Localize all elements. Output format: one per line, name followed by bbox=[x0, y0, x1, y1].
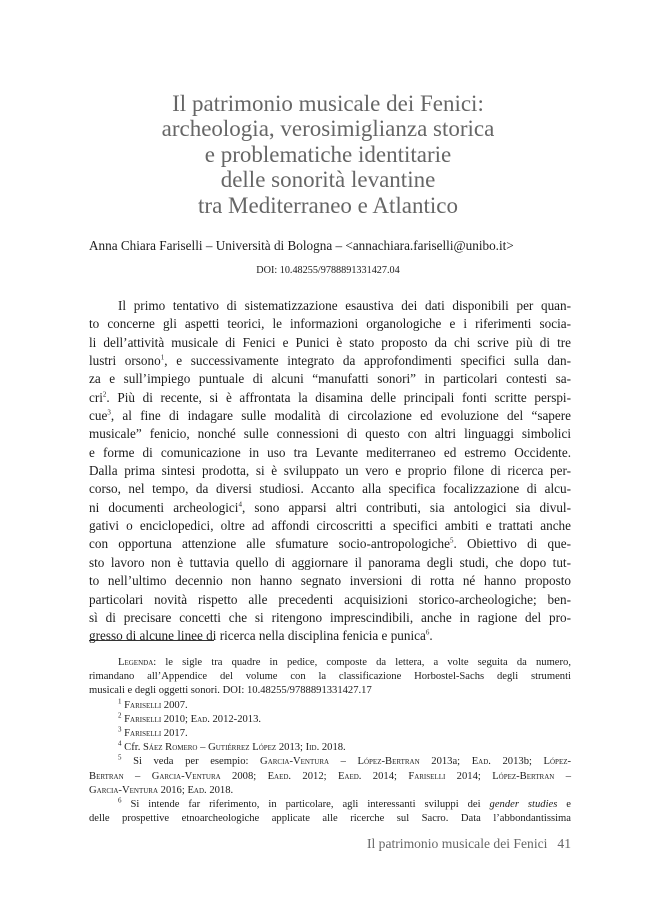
cited-author: Iid bbox=[305, 742, 317, 754]
body-line bbox=[89, 370, 571, 388]
body-line bbox=[89, 517, 571, 535]
title-line: tra Mediterraneo e Atlantico bbox=[198, 192, 458, 218]
author-affiliation: Anna Chiara Fariselli – Università di Bologna – <annachiara.fariselli@unibo.it> bbox=[89, 238, 514, 253]
body-text-run: gresso di alcune linee di ricerca nella disciplina fenicia e punica bbox=[89, 628, 426, 644]
body-text-run: , sono apparsi altri contributi, sia antologici sia divul- bbox=[241, 499, 571, 515]
body-text-run: Dalla prima sintesi prodotta, si è sviluppato un vero e proprio filone di ricerca per- bbox=[89, 463, 571, 479]
cited-author: Bertran bbox=[89, 770, 124, 782]
footnote-ref: 4 bbox=[238, 500, 242, 509]
body-text-run: e forme di comunicazione in uso tra Levante mediterraneo ed estremo Occidente. bbox=[89, 444, 571, 460]
cited-author: Garcia-Ventura bbox=[260, 756, 330, 768]
citation-text: 2010; bbox=[161, 713, 191, 725]
body-line bbox=[89, 554, 571, 572]
citation-text: . 2013b; bbox=[488, 756, 544, 768]
body-line bbox=[89, 462, 571, 480]
running-title: Il patrimonio musicale dei Fenici bbox=[366, 836, 548, 851]
footnote-5-cont bbox=[89, 784, 571, 798]
cited-author: López-Bertran bbox=[492, 770, 555, 782]
footnote-number: 2 bbox=[118, 711, 122, 720]
citation-text: Cfr. bbox=[124, 742, 143, 754]
footnote-ref: 2 bbox=[102, 390, 107, 399]
footnote-6-cont: delle prospettive etnoarcheologiche applicate alle ricerche sul Sacro. Data l’abbondantissima bbox=[89, 813, 571, 825]
footnote-5: $^5$ Si veda per esempio: Garcia-Ventura – López-Bertran 2013a; Ead. 2013b; López- bbox=[118, 753, 572, 768]
body-line bbox=[89, 297, 571, 315]
title-line: e problematiche identitarie bbox=[204, 141, 452, 167]
body-text-run: . Obiettivo di que- bbox=[453, 536, 571, 552]
body-line bbox=[89, 352, 571, 370]
cited-author: López- bbox=[543, 756, 572, 768]
body-text-run: to concerne gli aspetti teorici, le informazioni organologiche e i riferimenti socia- bbox=[89, 316, 571, 332]
body-text-run: . bbox=[429, 628, 433, 644]
footnote-5-cont: Bertran – Garcia-Ventura 2008; Eaed. 2012; Eaed. 2014; Fariselli 2014; López-Bertran – bbox=[89, 770, 572, 782]
title-line: Il patrimonio musicale dei Fenici: bbox=[172, 91, 484, 116]
body-text-run: sto lavoro non è tuttavia quello di aggiornare il panorama degli studi, che dopo tut- bbox=[89, 554, 571, 570]
citation-text: 2008; bbox=[220, 770, 268, 782]
cited-author: Sáez Romero bbox=[143, 742, 198, 754]
cited-author: Fariselli bbox=[408, 770, 446, 782]
body-line bbox=[89, 535, 571, 553]
citation-text: – bbox=[197, 742, 209, 754]
body-text-run: to nell’ultimo decennio non hanno segnato inversioni di rotta né hanno proposto bbox=[89, 573, 571, 589]
citation-text: . 2018. bbox=[204, 784, 234, 796]
citation-text: . 2012; bbox=[288, 770, 338, 782]
citation-text: . 2012-2013. bbox=[207, 713, 262, 725]
running-footer bbox=[280, 836, 571, 852]
cited-author: Ead bbox=[190, 713, 208, 725]
footnote-number: 4 bbox=[118, 739, 122, 748]
cited-author: López-Bertran bbox=[357, 756, 420, 768]
footnote-number: 6 bbox=[118, 796, 122, 805]
citation-text: . 2014; bbox=[358, 770, 409, 782]
citation-text: 2013; bbox=[276, 742, 306, 754]
cited-author: Ead bbox=[187, 784, 205, 796]
footnote-ref: 5 bbox=[449, 537, 454, 546]
body-text-run: . Più di recente, si è affrontata la disamina delle principali fonti scritte perspi- bbox=[106, 389, 571, 405]
body-line bbox=[89, 315, 571, 333]
body-line bbox=[89, 407, 571, 425]
citation-text: 2016; bbox=[158, 784, 188, 796]
footnote-legend-cont: musicali e degli oggetti sonori. DOI: 10.48255/9788891331427.17 bbox=[89, 685, 372, 697]
cited-author: Garcia-Ventura bbox=[89, 784, 158, 796]
cited-author: Fariselli bbox=[124, 713, 162, 725]
body-text-run: corso, nel tempo, da diversi studiosi. Accanto alla specifica focalizzazione di alcu- bbox=[89, 481, 571, 497]
body-line bbox=[89, 444, 571, 462]
body-line bbox=[89, 425, 571, 443]
body-text bbox=[89, 297, 571, 646]
body-text-run: cue bbox=[89, 408, 108, 424]
legend-label: Legenda bbox=[118, 657, 154, 668]
footnote-ref: 6 bbox=[425, 628, 430, 637]
page-number: 41 bbox=[557, 836, 571, 851]
citation-text: Si intende far riferimento, in particolare, agli interessanti sviluppi dei bbox=[130, 798, 490, 810]
citation-text: . 2018. bbox=[316, 742, 346, 754]
body-line bbox=[89, 609, 571, 627]
citation-text: 2013a; bbox=[431, 756, 472, 768]
cited-author: Fariselli bbox=[124, 727, 162, 739]
citation-text: 2017. bbox=[161, 727, 188, 739]
body-text-run: sì di precisare concetti che si ritengono imprescindibili, anche in ragione del pro- bbox=[89, 609, 571, 625]
citation-text: e bbox=[557, 798, 572, 810]
citation-text: Si veda per esempio: bbox=[133, 756, 261, 768]
footnote-ref: 1 bbox=[160, 353, 165, 362]
footnote-6 bbox=[89, 798, 571, 812]
footnote-legend-cont: rimandano all’Appendice del volume con la classificazione Horbostel-Sachs degli strumenti bbox=[89, 671, 571, 683]
body-text-run: particolari novità rispetto alle precedenti acquisizioni storico-archeologiche; ben- bbox=[89, 591, 571, 607]
footnote-2 bbox=[89, 713, 571, 727]
footnote-legend bbox=[89, 656, 571, 670]
italic-term: gender studies bbox=[489, 798, 558, 810]
cited-author: Ead bbox=[471, 756, 489, 768]
body-text-run: Il primo tentativo di sistematizzazione esaustiva dei dati disponibili per quan- bbox=[118, 298, 571, 313]
body-text-run: cri bbox=[89, 389, 103, 405]
cited-author: Garcia-Ventura bbox=[151, 770, 221, 782]
footnote-3 bbox=[89, 727, 571, 741]
body-text-run: con opportuna attenzione alle sfumature socio-antropologiche bbox=[89, 536, 450, 552]
footnote-4 bbox=[89, 741, 571, 755]
body-line bbox=[89, 572, 571, 590]
cited-author: Eaed bbox=[267, 770, 289, 782]
citation-text: 2014; bbox=[445, 770, 493, 782]
legend-text: : le sigle tra quadre in pedice, composte da lettera, a volte seguita da numero, bbox=[153, 657, 571, 668]
body-text-run: za e sull’impiego puntuale di alcuni “manufatti sonori” in particolari contesti sa- bbox=[89, 371, 571, 387]
body-line bbox=[89, 389, 571, 407]
body-line bbox=[89, 591, 571, 609]
footnote-number: 5 bbox=[118, 753, 122, 762]
title-line: archeologia, verosimiglianza storica bbox=[161, 116, 495, 142]
footnote-1 bbox=[89, 699, 571, 713]
footnote-number: 3 bbox=[118, 725, 122, 734]
body-text-run: gativi o enciclopedici, oltre ad affondi circoscritti a specifici ambiti e trattati anche bbox=[89, 518, 571, 534]
body-text-run: lustri orsono bbox=[89, 353, 161, 369]
body-line bbox=[89, 499, 571, 517]
doi-line: DOI: 10.48255/9788891331427.04 bbox=[256, 265, 400, 276]
cited-author: Eaed bbox=[337, 770, 359, 782]
footnotes bbox=[89, 656, 571, 826]
body-text-run: musicale” fenicio, nonché sulle connessioni di questo con altri linguaggi simbolici bbox=[89, 426, 571, 442]
footnote-number: 1 bbox=[118, 697, 122, 706]
cited-author: Gutiérrez López bbox=[208, 742, 277, 754]
title-line: delle sonorità levantine bbox=[220, 167, 436, 193]
footnote-ref: 3 bbox=[107, 408, 111, 417]
body-text-run: , al fine di indagare sulle modalità di circolazione ed evoluzione del “sapere bbox=[110, 408, 571, 424]
body-text-run: , e successivamente integrato da approfondimenti specifici sulla dan- bbox=[164, 353, 571, 369]
body-line bbox=[89, 627, 571, 645]
body-text-run: ni documenti archeologici bbox=[89, 499, 239, 515]
body-line bbox=[89, 480, 571, 498]
cited-author: Fariselli bbox=[124, 699, 162, 711]
footnote-separator bbox=[89, 640, 214, 641]
citation-text: 2007. bbox=[161, 699, 188, 711]
body-text-run: li dell’attività musicale di Fenici e Punici è stato proposto da chi scrive più di tre bbox=[89, 334, 571, 350]
article-title bbox=[60, 91, 596, 218]
body-line bbox=[89, 334, 571, 352]
